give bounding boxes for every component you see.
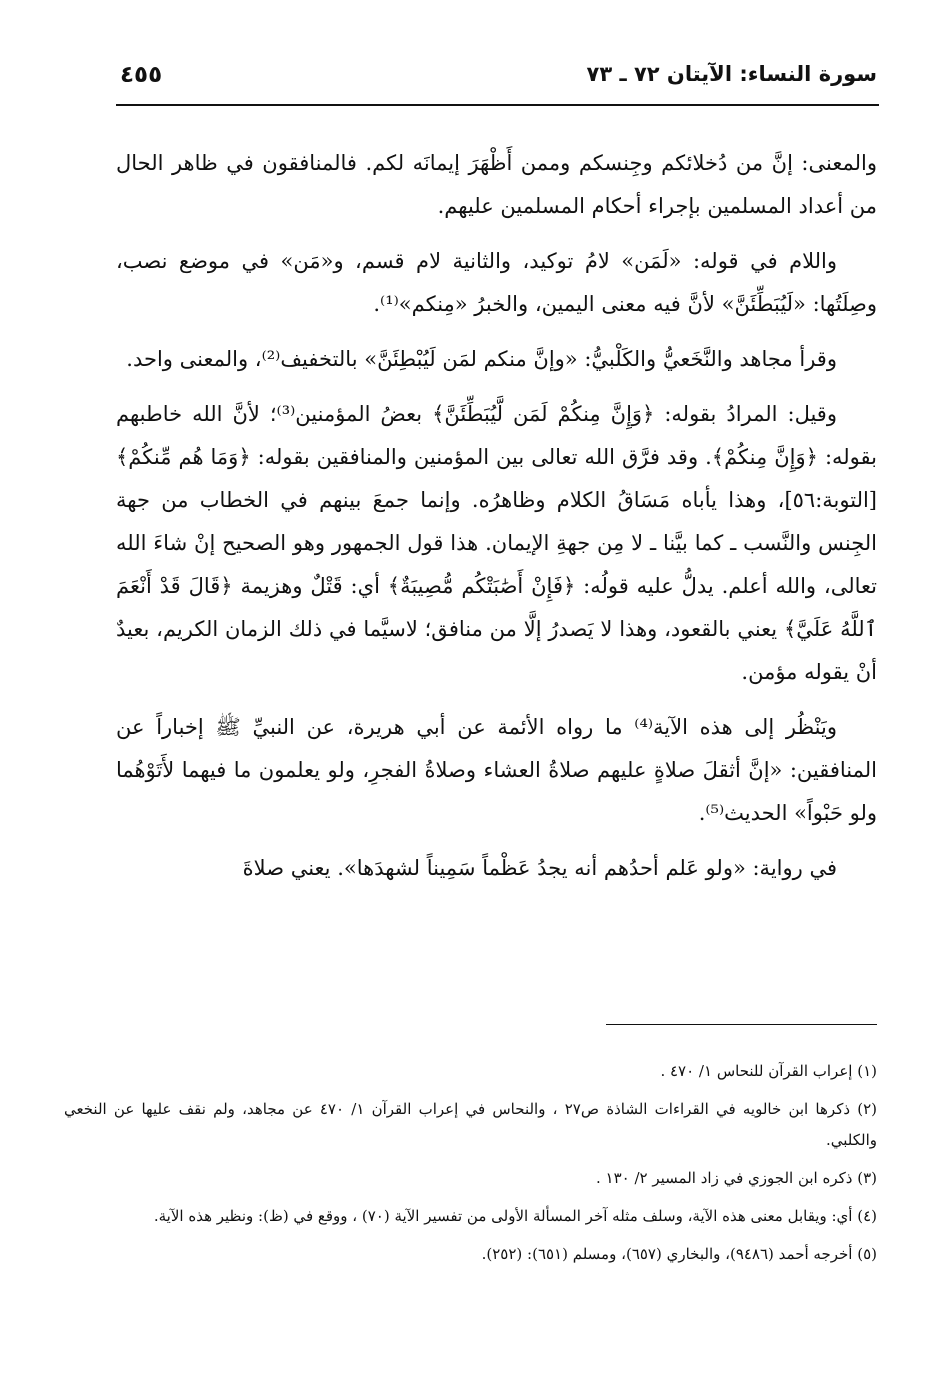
paragraph: ويَنْظُر إلى هذه الآية⁽⁴⁾ ما رواه الأئمة عن أبي هريرة، عن النبيِّ ﷺ إخباراً عن المنافقين: «إنَّ أثقلَ صلاةٍ عليهم صلاةُ العشاء وصلاةُ الفجرِ، ولو يعلمون ما فيهما لأَتَوْهُما ولو حَبْواً» الحديث⁽⁵⁾. [116,715,877,825]
footnote: (٣) ذكره ابن الجوزي في زاد المسير ٢/ ١٣٠ . [596,1169,877,1187]
footnotes [64,1056,877,1277]
paragraph: وقرأ مجاهد والنَّخَعيُّ والكَلْبيُّ: «وإنَّ منكم لمَن لَيُبْطِئَنَّ» بالتخفيف⁽²⁾، والمعنى واحد. [126,347,837,371]
header-divider [116,104,879,106]
footnote: (٢) ذكرها ابن خالويه في القراءات الشاذة ص٢٧ ، والنحاس في إعراب القرآن ١/ ٤٧٠ عن مجاهد، ولم نقف عليها عن النخعي والكلبي. [64,1100,878,1149]
page-number: ٤٥٥ [120,62,163,88]
footnote: (٤) أي: ويقابل معنى هذه الآية، وسلف مثله آخر المسألة الأولى من تفسير الآية (٧٠) ، ووقع في (ظ): ونظير هذه الآية. [153,1207,877,1225]
paragraph: وقيل: المرادُ بقوله: ﴿وَإِنَّ مِنكُمْ لَمَن لَّيُبَطِّئَنَّ﴾ بعضُ المؤمنين⁽³⁾؛ لأنَّ الله خاطبهم بقوله: ﴿وَإِنَّ مِنكُمْ﴾. وقد فرَّق الله تعالى بين المؤمنين والمنافقين بقوله: ﴿وَمَا هُم مِّنكُمْ﴾ [التوبة:٥٦]، وهذا يأباه مَسَاقُ الكلام وظاهرُه. وإنما جمعَ بينهم في الخطاب من جهة الجِنس والنَّسب ـ كما بيَّنا ـ لا مِن جهةِ الإيمان. هذا قول الجمهور وهو الصحيح إنْ شاءَ الله تعالى، والله أعلم. يدلُّ عليه قولُه: ﴿فَإِنْ أَصَٰبَتْكُم مُّصِيبَةٌ﴾ أي: قَتْلٌ وهزيمة ﴿قَالَ قَدْ أَنْعَمَ ٱللَّهُ عَلَيَّ﴾ يعني بالقعود، وهذا لا يَصدرُ إلَّا من منافق؛ لاسيَّما في ذلك الزمان الكريم، بعيدٌ أنْ يقوله مؤمن. [116,402,877,684]
paragraph: والمعنى: إنَّ من دُخلائكم وجِنسكم وممن أَظْهَرَ إيمانَه لكم. فالمنافقون في ظاهر الحال من أعداد المسلمين بإجراء أحكام المسلمين عليهم. [116,151,877,218]
footnote-divider [606,1024,877,1025]
footnote: (١) إعراب القرآن للنحاس ١/ ٤٧٠ . [660,1062,877,1080]
running-title: سورة النساء: الآيتان ٧٢ ـ ٧٣ [586,62,877,86]
page-header [120,62,877,102]
footnote: (٥) أخرجه أحمد (٩٤٨٦)، والبخاري (٦٥٧)، ومسلم (٦٥١): (٢٥٢). [481,1245,877,1263]
paragraph: في رواية: «ولو عَلم أحدُهم أنه يجدُ عَظْماً سَمِيناً لشهدَها». يعني صلاةَ [242,856,837,880]
main-text [116,142,877,902]
paragraph: واللام في قوله: «لَمَن» لامُ توكيد، والثانية لام قسم، و«مَن» في موضع نصب، وصِلَتُها: «لَيُبَطِّئَنَّ» لأنَّ فيه معنى اليمين، والخبرُ «مِنكم»⁽¹⁾. [116,249,877,316]
